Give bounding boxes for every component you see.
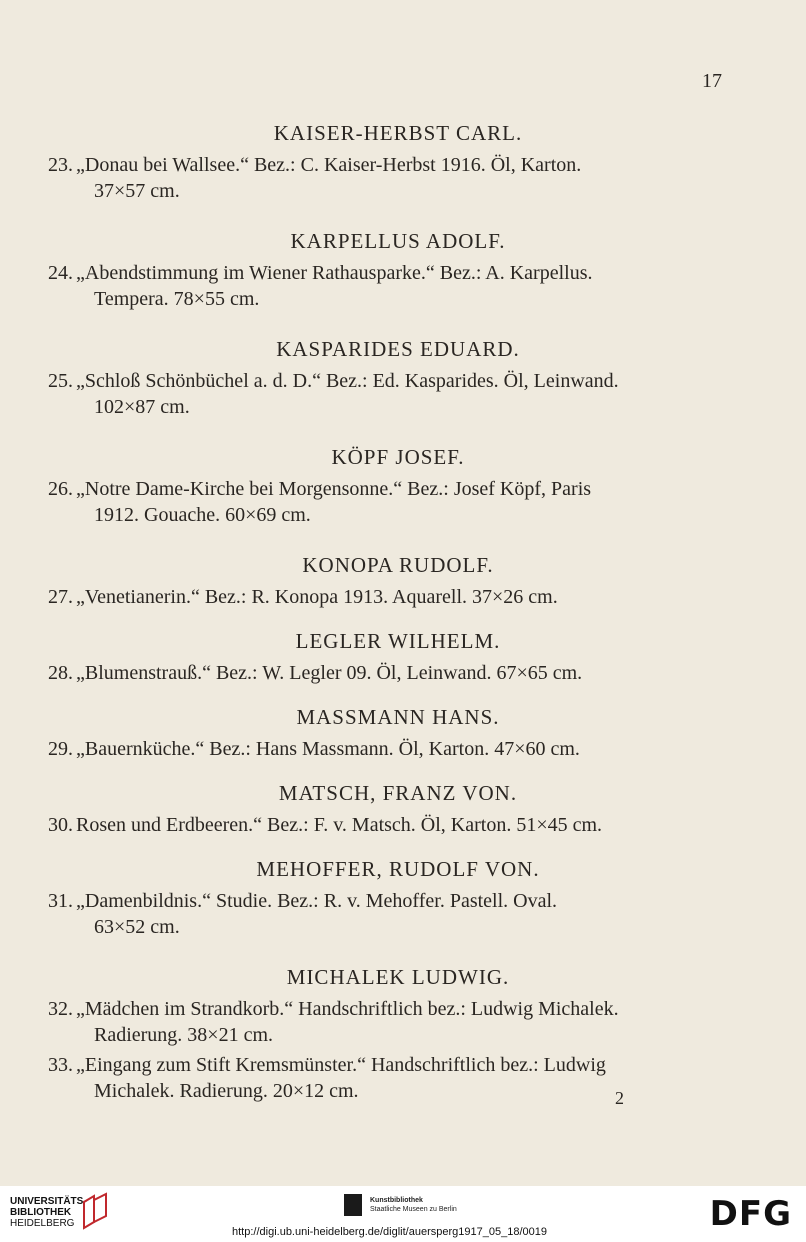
artist-heading: KONOPA RUDOLF.: [302, 553, 494, 577]
catalog-entry: [48, 996, 748, 1048]
catalog-entry: [48, 1052, 748, 1104]
ub-line: HEIDELBERG: [10, 1218, 75, 1229]
entry-line: „Notre Dame-Kirche bei Morgensonne.“ Bez.: Josef Köpf, Paris: [76, 478, 592, 500]
ub-heidelberg-logo-text[interactable]: [10, 1196, 87, 1229]
ub-line: UNIVERSITÄTS-: [10, 1196, 87, 1207]
entry-line: 1912. Gouache. 60×69 cm.: [94, 504, 311, 526]
entry-line: 37×57 cm.: [94, 180, 180, 202]
entry-number: 32.: [48, 998, 73, 1020]
entry-number: 27.: [48, 586, 73, 608]
page-number: 17: [702, 70, 722, 92]
ub-heidelberg-emblem-icon: [80, 1192, 110, 1230]
footer-bar: [0, 1186, 806, 1242]
artist-section: [48, 702, 748, 762]
entry-line: Rosen und Erdbeeren.“ Bez.: F. v. Matsch. Öl, Karton. 51×45 cm.: [76, 814, 603, 836]
kunstbibliothek-icon: [344, 1194, 362, 1216]
catalog-entry: [48, 476, 748, 528]
artist-heading: MASSMANN HANS.: [296, 705, 500, 729]
entry-number: 29.: [48, 738, 73, 760]
entry-line: 63×52 cm.: [94, 916, 180, 938]
kunstbibliothek-text: [370, 1196, 457, 1214]
catalog-entry: [48, 736, 748, 762]
entry-number: 25.: [48, 370, 73, 392]
entry-description: [68, 584, 748, 610]
catalog-entry: [48, 812, 748, 838]
entry-description: [68, 996, 748, 1048]
entry-number: 30.: [48, 814, 73, 836]
artist-heading: KÖPF JOSEF.: [331, 445, 465, 469]
entry-description: [68, 812, 748, 838]
ub-line: BIBLIOTHEK: [10, 1207, 72, 1218]
artist-heading: MEHOFFER, RUDOLF VON.: [256, 857, 540, 881]
entry-description: [68, 1052, 748, 1104]
signature-mark: 2: [615, 1088, 624, 1108]
entry-line: „Damenbildnis.“ Studie. Bez.: R. v. Mehoffer. Pastell. Oval.: [76, 890, 558, 912]
artist-heading: KARPELLUS ADOLF.: [290, 229, 506, 253]
catalog-entry: [48, 368, 748, 420]
artist-heading: KASPARIDES EDUARD.: [276, 337, 520, 361]
entry-line: „Bauernküche.“ Bez.: Hans Massmann. Öl, Karton. 47×60 cm.: [76, 738, 580, 760]
artist-heading: MATSCH, FRANZ VON.: [278, 781, 518, 805]
artist-section: [48, 778, 748, 838]
entry-description: [68, 152, 748, 204]
dfg-logo[interactable]: DFG: [709, 1194, 792, 1234]
entry-description: [68, 368, 748, 420]
artist-section: [48, 442, 748, 528]
entry-description: [68, 476, 748, 528]
entry-number: 31.: [48, 890, 73, 912]
permalink-url[interactable]: http://digi.ub.uni-heidelberg.de/diglit/auersperg1917_05_18/0019: [232, 1226, 547, 1238]
entry-line: Radierung. 38×21 cm.: [94, 1024, 274, 1046]
artist-section: [48, 550, 748, 610]
entry-line: „Eingang zum Stift Kremsmünster.“ Handschriftlich bez.: Ludwig: [76, 1054, 606, 1076]
entry-line: „Blumenstrauß.“ Bez.: W. Legler 09. Öl, Leinwand. 67×65 cm.: [76, 662, 583, 684]
artist-section: [48, 118, 748, 204]
artist-section: [48, 226, 748, 312]
entry-number: 23.: [48, 154, 73, 176]
entry-line: „Venetianerin.“ Bez.: R. Konopa 1913. Aquarell. 37×26 cm.: [76, 586, 558, 608]
entry-description: [68, 888, 748, 940]
entry-number: 24.: [48, 262, 73, 284]
entry-description: [68, 260, 748, 312]
entry-line: „Schloß Schönbüchel a. d. D.“ Bez.: Ed. Kasparides. Öl, Leinwand.: [76, 370, 619, 392]
entry-number: 28.: [48, 662, 73, 684]
kunstbibliothek-logo[interactable]: [344, 1194, 457, 1216]
catalog-entry: [48, 260, 748, 312]
catalog-entry: [48, 888, 748, 940]
entry-line: Tempera. 78×55 cm.: [94, 288, 260, 310]
entry-description: [68, 660, 748, 686]
entry-number: 33.: [48, 1054, 73, 1076]
catalog-content: [48, 118, 748, 1104]
artist-heading: KAISER-HERBST CARL.: [273, 121, 523, 145]
entry-line: Michalek. Radierung. 20×12 cm.: [94, 1080, 359, 1102]
catalog-entry: [48, 660, 748, 686]
entry-line: „Abendstimmung im Wiener Rathausparke.“ Bez.: A. Karpellus.: [76, 262, 593, 284]
artist-heading: MICHALEK LUDWIG.: [286, 965, 510, 989]
kb-line: Staatliche Museen zu Berlin: [370, 1206, 457, 1213]
entry-line: 102×87 cm.: [94, 396, 190, 418]
entry-line: „Mädchen im Strandkorb.“ Handschriftlich bez.: Ludwig Michalek.: [76, 998, 619, 1020]
artist-section: [48, 854, 748, 940]
catalog-entry: [48, 584, 748, 610]
artist-section: [48, 626, 748, 686]
artist-heading: LEGLER WILHELM.: [295, 629, 501, 653]
entry-number: 26.: [48, 478, 73, 500]
artist-section: [48, 962, 748, 1104]
catalog-entry: [48, 152, 748, 204]
artist-section: [48, 334, 748, 420]
entry-line: „Donau bei Wallsee.“ Bez.: C. Kaiser-Herbst 1916. Öl, Karton.: [76, 154, 582, 176]
entry-description: [68, 736, 748, 762]
kb-line: Kunstbibliothek: [370, 1197, 423, 1204]
